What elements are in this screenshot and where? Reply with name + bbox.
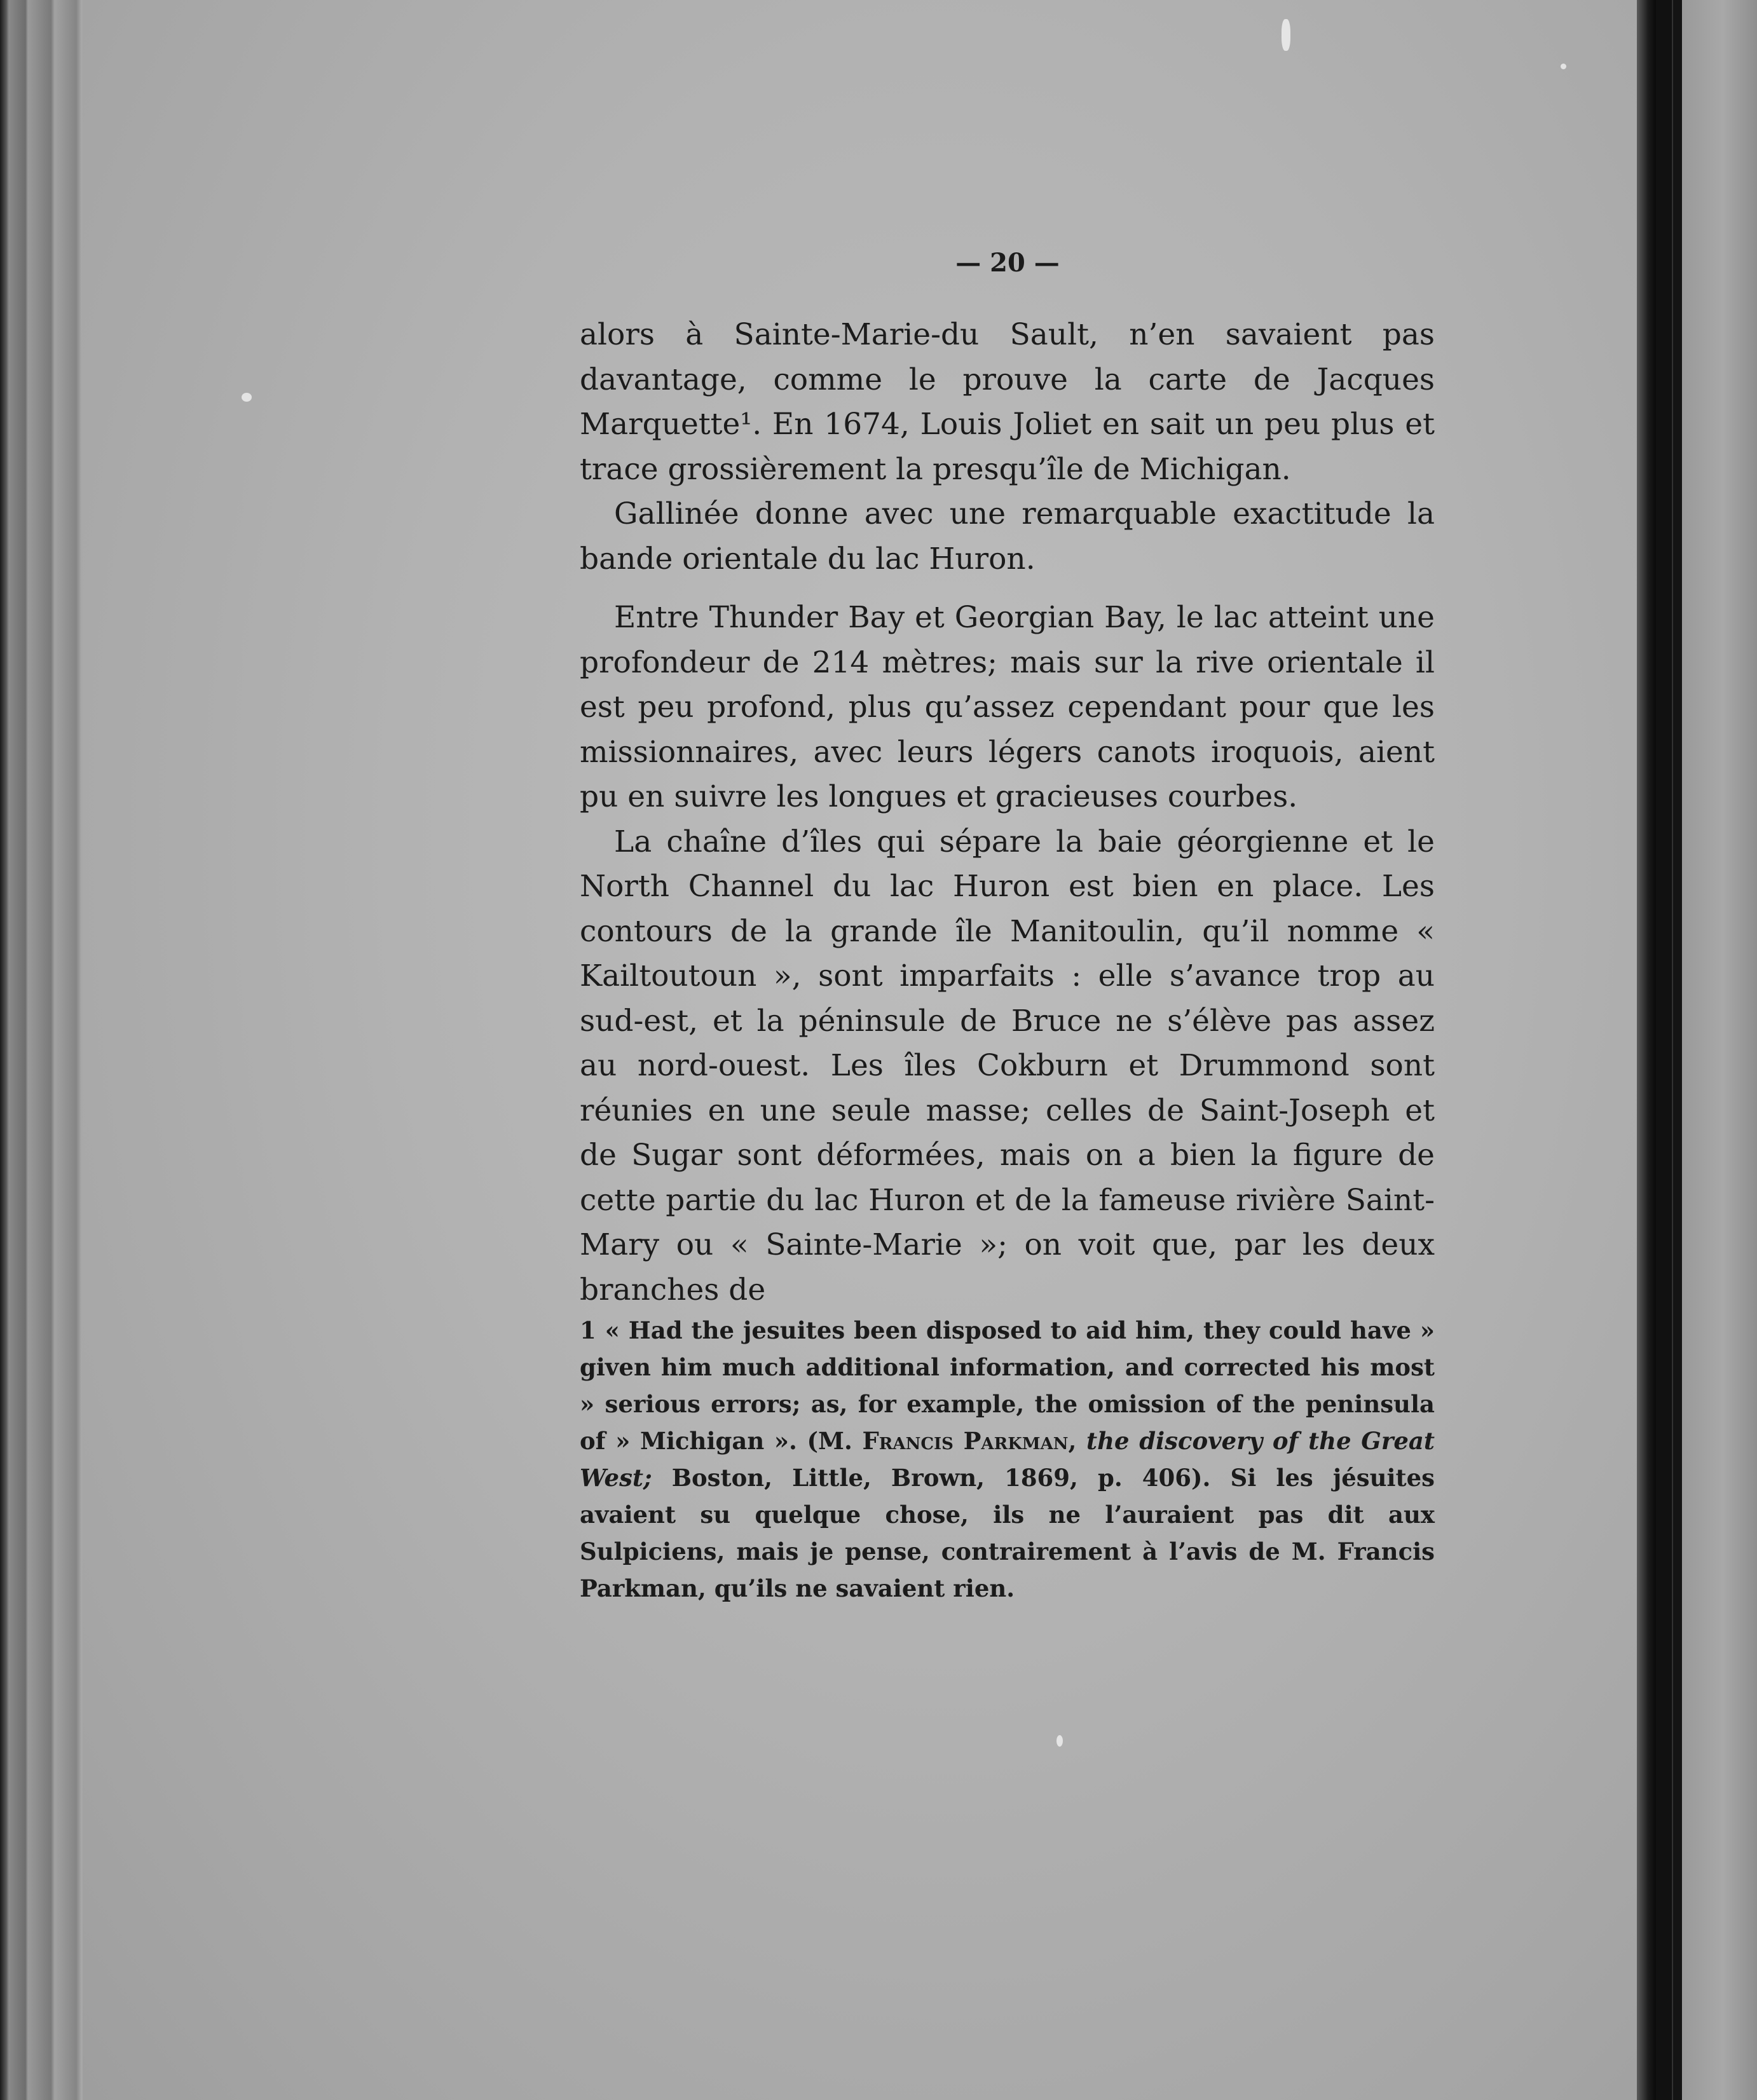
paragraph: Entre Thunder Bay et Georgian Bay, le lac atteint une profondeur de 214 mètres; mais sur la rive orientale il est peu profond, plus qu’assez cependant pour que les missionnaires, avec leurs légers canots iroquois, aient pu en suivre les longues et gracieuses courbes. [580,600,1435,814]
page-number: — 20 — [955,248,1060,278]
scan-border-rule [1673,0,1682,2100]
facing-page-edge [1672,0,1757,2100]
footnote-author: Francis Parkman, [862,1427,1077,1455]
footnote-tail: Boston, Little, Brown, 1869, p. 406). Si les jésuites avaient su quelque chose, ils ne l’auraient pas dit aux Sulpiciens, mais je pense, contrairement à l’avis de M. Francis Parkman, qu’ils ne savaient rien. [580,1464,1435,1602]
paragraph: Gallinée donne avec une remarquable exactitude la bande orientale du lac Huron. [580,496,1435,576]
footnote-lead: 1 « Had the jesuites been disposed to aid him, they could have » given him much additional information, and corrected his most » serious errors; as, for example, the omission of the peninsula of » Michigan ». (M. [580,1316,1435,1455]
dust-speck [1282,19,1290,51]
book-spine-shadow [1637,0,1656,2100]
footnote-book-title: the discovery of the Great West; [580,1427,1435,1492]
dust-speck [1056,1735,1063,1747]
footnote [580,1312,1435,1607]
dust-speck [242,393,252,402]
body-text [580,313,1435,1312]
paragraph-continued: alors à Sainte-Marie-du Sault, n’en savaient pas davantage, comme le prouve la carte de Jacques Marquette¹. En 1674, Louis Joliet en sait un peu plus et trace grossièrement la presqu’île de Michigan. [580,317,1435,487]
paragraph: La chaîne d’îles qui sépare la baie géorgienne et le North Channel du lac Huron est bien en place. Les contours de la grande île Manitoulin, qu’il nomme « Kailtoutoun », sont imparfaits : elle s’avance trop au sud-est, et la péninsule de Bruce ne s’élève pas assez au nord-ouest. Les îles Cokburn et Drummond sont réunies en une seule masse; celles de Saint-Joseph et de Sugar sont déformées, mais on a bien la figure de cette partie du lac Huron et de la fameuse rivière Saint-Mary ou « Sainte-Marie »; on voit que, par les deux branches de [580,824,1435,1307]
dust-speck [1561,64,1566,69]
footnote-text [580,1312,1435,1607]
